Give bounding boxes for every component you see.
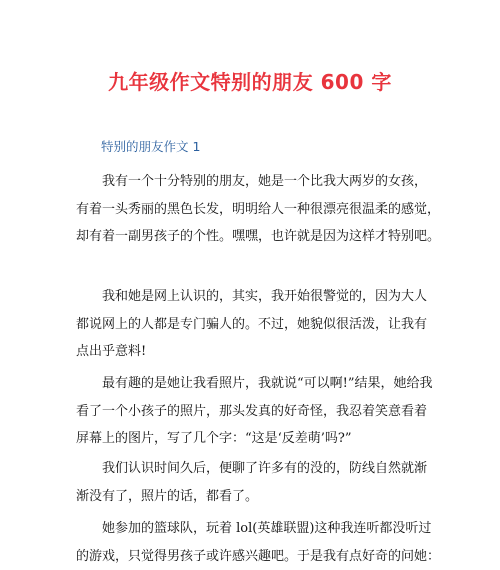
paragraph-2 (76, 283, 436, 366)
paragraph-line: 看了一个小孩子的照片，那头发真的好奇怪，我忍着笑意看着 (76, 398, 436, 426)
paragraph-line: 有着一头秀丽的黑色长发，明明给人一种很漂亮很温柔的感觉， (76, 196, 436, 224)
paragraph-line: 我有一个十分特别的朋友，她是一个比我大两岁的女孩， (76, 168, 436, 196)
paragraph-line: 都说网上的人都是专门骗人的。不过，她貌似很活泼，让我有 (76, 311, 436, 339)
paragraph-line: 最有趣的是她让我看照片，我就说“可以啊!”结果，她给我 (76, 370, 436, 398)
paragraph-3 (76, 370, 436, 453)
paragraph-line: 屏幕上的图片，写了几个字：“这是‘反差萌’吗?” (76, 425, 436, 453)
document-title: 九年级作文特别的朋友 600 字 (0, 66, 500, 95)
paragraph-line: 我和她是网上认识的，其实，我开始很警觉的，因为大人 (76, 283, 436, 311)
paragraph-line: 渐没有了，照片的话，都看了。 (76, 483, 436, 511)
paragraph-1 (76, 168, 436, 251)
section-heading: 特别的朋友作文 1 (101, 137, 200, 155)
paragraph-line: 的游戏，只觉得男孩子或许感兴趣吧。于是我有点好奇的问她： (76, 543, 436, 570)
paragraph-line: 却有着一副男孩子的个性。嘿嘿，也许就是因为这样才特别吧。 (76, 223, 436, 251)
paragraph-4 (76, 455, 436, 510)
paragraph-line: 她参加的篮球队，玩着 lol(英雄联盟)这种我连听都没听过 (76, 515, 436, 543)
paragraph-5 (76, 515, 436, 570)
paragraph-line: 我们认识时间久后，便聊了许多有的没的，防线自然就渐 (76, 455, 436, 483)
paragraph-line: 点出乎意料! (76, 338, 436, 366)
